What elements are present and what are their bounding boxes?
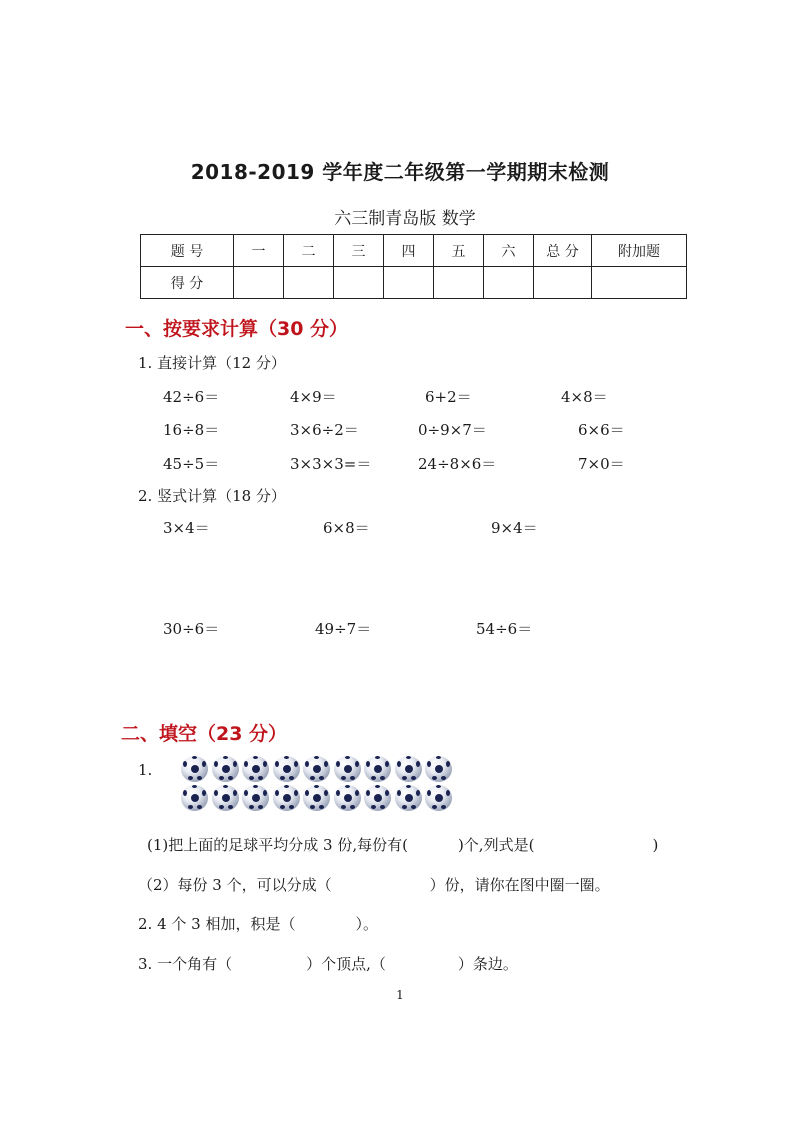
q2-text-b: ）。	[355, 915, 378, 933]
section-1-part-1-label: 1. 直接计算（12 分）	[138, 354, 286, 372]
equation: 30÷6＝	[163, 620, 220, 638]
soccer-ball-icon	[181, 785, 208, 811]
score-cell[interactable]	[234, 267, 284, 299]
score-header-cell: 三	[334, 235, 384, 267]
score-header-cell: 题 号	[141, 235, 234, 267]
q3-text-c: ）条边。	[457, 955, 518, 973]
soccer-ball-icon	[212, 756, 239, 782]
equation: 42÷6＝	[163, 388, 220, 406]
score-header-cell: 二	[284, 235, 334, 267]
score-header-cell: 六	[484, 235, 534, 267]
soccer-ball-icon	[273, 785, 300, 811]
question-2	[138, 913, 378, 934]
section-2-title: 二、填空（23 分）	[121, 723, 288, 745]
score-header-cell: 一	[234, 235, 284, 267]
page-number: 1	[396, 988, 404, 1002]
soccer-ball-icon	[334, 785, 361, 811]
score-table-header-row	[141, 235, 687, 267]
q1-sub1-text-a: (1)把上面的足球平均分成 3 份,每份有(	[147, 836, 408, 854]
soccer-ball-icon	[212, 785, 239, 811]
q2-text-a: 2. 4 个 3 相加，积是（	[138, 915, 296, 933]
soccer-ball-icon	[334, 756, 361, 782]
q3-text-a: 3. 一个角有（	[138, 955, 233, 973]
equation: 16÷8＝	[163, 421, 220, 439]
score-cell[interactable]	[534, 267, 592, 299]
q1-sub2-text-a: （2）每份 3 个，可以分成（	[138, 876, 332, 894]
section-1-title: 一、按要求计算（30 分）	[125, 318, 349, 340]
soccer-ball-icon	[425, 785, 452, 811]
equation: 24÷8×6＝	[418, 455, 497, 473]
score-cell[interactable]	[484, 267, 534, 299]
question-1-sub-2	[138, 874, 610, 895]
question-1-number: 1.	[138, 761, 153, 779]
q3-text-b: ）个顶点,（	[306, 955, 386, 973]
score-row-label: 得 分	[141, 267, 234, 299]
score-table-score-row	[141, 267, 687, 299]
soccer-ball-icon	[395, 785, 422, 811]
soccer-ball-icon	[425, 756, 452, 782]
score-header-cell: 附加题	[592, 235, 687, 267]
equation: 45÷5＝	[163, 455, 220, 473]
score-header-cell: 总 分	[534, 235, 592, 267]
equation: 9×4＝	[491, 519, 538, 537]
soccer-ball-icon	[395, 756, 422, 782]
equation: 49÷7＝	[315, 620, 372, 638]
soccer-ball-icon	[364, 756, 391, 782]
score-header-cell: 四	[384, 235, 434, 267]
equation: 4×9＝	[290, 388, 337, 406]
question-3	[138, 953, 518, 974]
score-cell[interactable]	[384, 267, 434, 299]
page-subtitle: 六三制青岛版 数学	[334, 209, 476, 229]
soccer-ball-icon	[303, 756, 330, 782]
score-cell[interactable]	[284, 267, 334, 299]
equation: 6×6＝	[578, 421, 625, 439]
equation: 3×4＝	[163, 519, 210, 537]
score-table	[140, 234, 687, 299]
equation: 4×8＝	[561, 388, 608, 406]
q1-sub2-text-b: ）份，请你在图中圈一圈。	[429, 876, 610, 894]
soccer-ball-icon	[303, 785, 330, 811]
equation: 3×3×3=＝	[290, 455, 372, 473]
soccer-ball-icon	[181, 756, 208, 782]
score-cell[interactable]	[434, 267, 484, 299]
equation: 6+2＝	[425, 388, 472, 406]
equation: 7×0＝	[578, 455, 625, 473]
soccer-ball-icon	[242, 756, 269, 782]
q1-sub1-text-c: )	[652, 836, 659, 854]
score-cell[interactable]	[334, 267, 384, 299]
equation: 0÷9×7＝	[418, 421, 487, 439]
question-1-sub-1	[147, 834, 658, 855]
q1-sub1-text-b: )个,列式是(	[457, 836, 535, 854]
equation: 6×8＝	[323, 519, 370, 537]
soccer-ball-icon	[273, 756, 300, 782]
page-title: 2018-2019 学年度二年级第一学期期末检测	[190, 160, 610, 184]
score-cell[interactable]	[592, 267, 687, 299]
equation: 54÷6＝	[476, 620, 533, 638]
soccer-ball-icon	[364, 785, 391, 811]
section-1-part-2-label: 2. 竖式计算（18 分）	[138, 487, 286, 505]
score-header-cell: 五	[434, 235, 484, 267]
equation: 3×6÷2＝	[290, 421, 359, 439]
soccer-ball-icon	[242, 785, 269, 811]
